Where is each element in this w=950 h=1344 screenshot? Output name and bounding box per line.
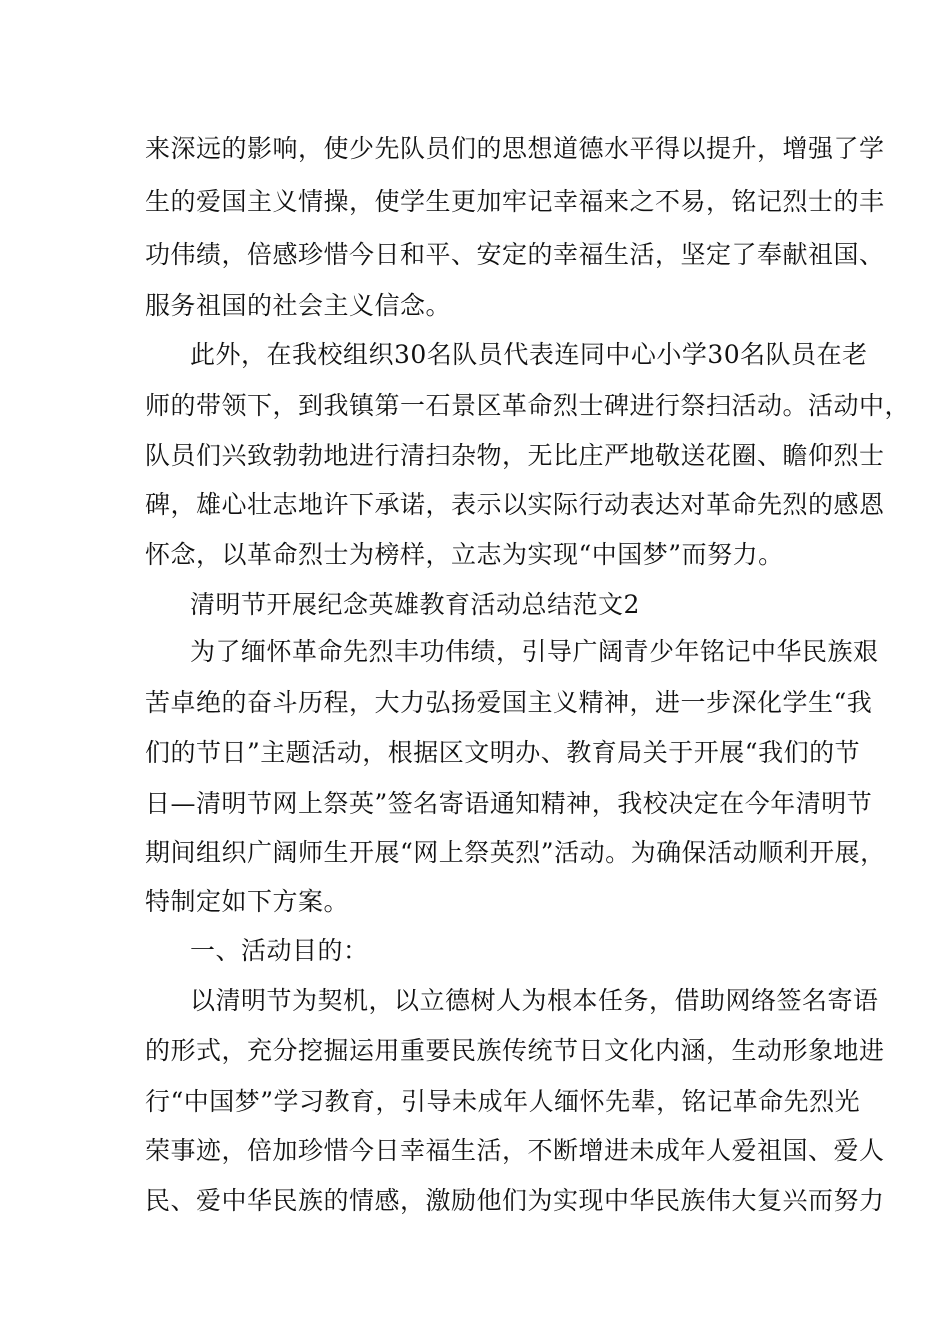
paragraph-line: 为了缅怀革命先烈丰功伟绩，引导广阔青少年铭记中华民族艰 (190, 637, 879, 666)
paragraph-line: 的形式，充分挖掘运用重要民族传统节日文化内涵，生动形象地进 (145, 1036, 885, 1065)
section-heading: 清明节开展纪念英雄教育活动总结范文2 (190, 590, 640, 619)
paragraph-line: 怀念，以革命烈士为榜样，立志为实现“中国梦”而努力。 (145, 540, 784, 569)
paragraph-line: 服务祖国的社会主义信念。 (145, 291, 452, 320)
paragraph-line: 功伟绩，倍感珍惜今日和平、安定的幸福生活，坚定了奉献祖国、 (145, 240, 885, 269)
paragraph-line: 行“中国梦”学习教育，引导未成年人缅怀先辈，铭记革命先烈光 (145, 1087, 861, 1116)
paragraph-line: 们的节日”主题活动，根据区文明办、教育局关于开展“我们的节 (145, 738, 861, 767)
paragraph-line: 期间组织广阔师生开展“网上祭英烈”活动。为确保活动顺利开展， (145, 838, 886, 867)
paragraph-line: 此外，在我校组织30名队员代表连同中心小学30名队员在老 (190, 340, 868, 369)
paragraph-line: 民、爱中华民族的情感，激励他们为实现中华民族伟大复兴而努力 (145, 1186, 885, 1215)
paragraph-line: 日—清明节网上祭英”签名寄语通知精神，我校决定在今年清明节 (145, 789, 873, 818)
paragraph-line: 以清明节为契机，以立德树人为根本任务，借助网络签名寄语 (190, 986, 879, 1015)
paragraph-line: 来深远的影响，使少先队员们的思想道德水平得以提升，增强了学 (145, 134, 885, 163)
paragraph-line: 荣事迹，倍加珍惜今日幸福生活，不断增进未成年人爱祖国、爱人 (145, 1136, 885, 1165)
paragraph-line: 碑，雄心壮志地许下承诺，表示以实际行动表达对革命先烈的感恩 (145, 490, 885, 519)
paragraph-line: 生的爱国主义情操，使学生更加牢记幸福来之不易，铭记烈士的丰 (145, 187, 885, 216)
paragraph-line: 师的带领下，到我镇第一石景区革命烈士碑进行祭扫活动。活动中， (145, 391, 911, 420)
section-heading: 一、活动目的： (190, 936, 369, 965)
paragraph-line: 队员们兴致勃勃地进行清扫杂物，无比庄严地敬送花圈、瞻仰烈士 (145, 441, 885, 470)
paragraph-line: 特制定如下方案。 (145, 887, 350, 916)
paragraph-line: 苦卓绝的奋斗历程，大力弘扬爱国主义精神，进一步深化学生“我 (145, 688, 873, 717)
